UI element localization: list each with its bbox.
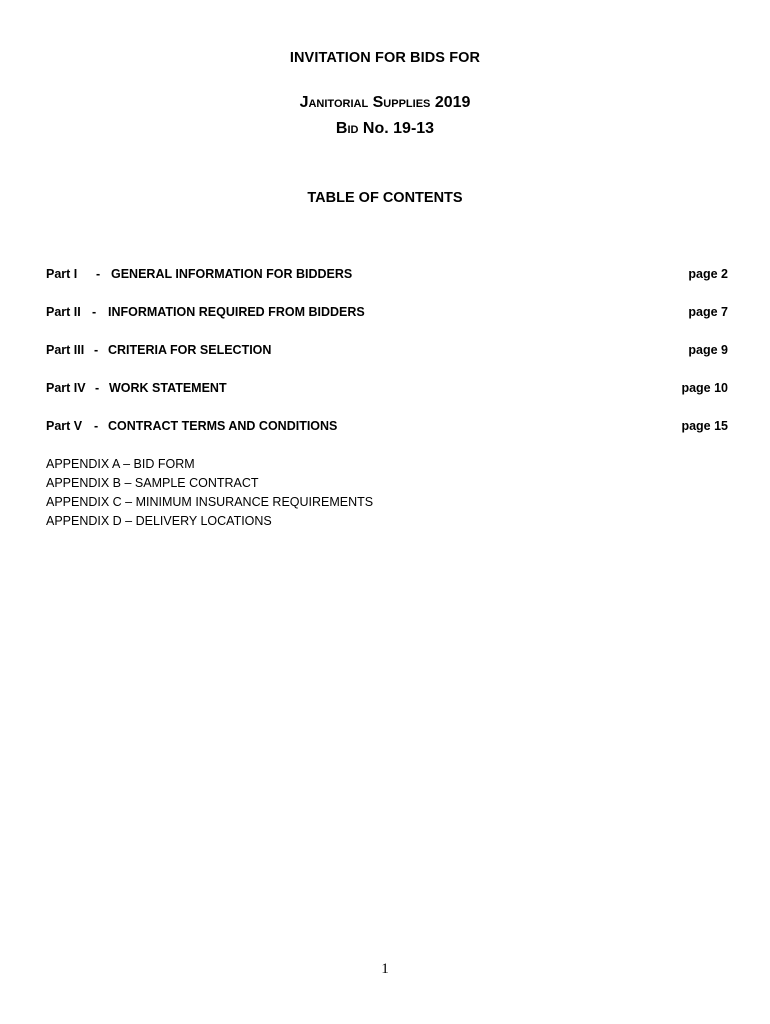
toc-page-ref: page 9	[688, 343, 728, 357]
bid-number	[0, 119, 770, 139]
project-title-part: J	[299, 94, 309, 111]
appendix-item[interactable]: APPENDIX A – BID FORM	[46, 457, 195, 471]
toc-page-ref: page 15	[681, 419, 728, 433]
toc-separator: -	[96, 267, 101, 281]
bid-number-part: id	[347, 120, 359, 137]
project-title-part: anitorial	[308, 94, 369, 111]
toc-entry-title: CONTRACT TERMS AND CONDITIONS	[108, 419, 338, 433]
toc-heading: TABLE OF CONTENTS	[307, 190, 463, 206]
document-title: INVITATION FOR BIDS FOR	[289, 50, 481, 66]
page-number: 1	[381, 961, 389, 977]
appendix-list	[46, 455, 546, 531]
toc-page-ref: page 2	[688, 267, 728, 281]
toc-page-ref: page 10	[681, 381, 728, 395]
toc-entry[interactable]	[46, 379, 728, 397]
toc-entry-title: WORK STATEMENT	[109, 381, 227, 395]
toc-entry[interactable]	[46, 265, 728, 283]
bid-number-part: No. 19-13	[358, 120, 435, 137]
appendix-item[interactable]: APPENDIX D – DELIVERY LOCATIONS	[46, 514, 272, 528]
toc-entry[interactable]	[46, 303, 728, 321]
project-title-part: S	[368, 94, 384, 111]
toc-entry[interactable]	[46, 417, 728, 435]
toc-separator: -	[95, 381, 100, 395]
project-title	[0, 93, 770, 113]
toc-separator: -	[92, 305, 97, 319]
toc-part-label: Part IV	[46, 381, 86, 395]
appendix-item[interactable]: APPENDIX B – SAMPLE CONTRACT	[46, 476, 259, 490]
project-title-part: upplies	[383, 94, 431, 111]
toc-part-label: Part I	[46, 267, 78, 281]
project-title-part: 2019	[430, 94, 471, 111]
toc-part-label: Part V	[46, 419, 83, 433]
toc-separator: -	[94, 419, 99, 433]
toc-page-ref: page 7	[688, 305, 728, 319]
toc-part-label: Part III	[46, 343, 85, 357]
toc-entry-title: CRITERIA FOR SELECTION	[108, 343, 272, 357]
appendix-item[interactable]: APPENDIX C – MINIMUM INSURANCE REQUIREMENTS	[46, 495, 374, 509]
toc-part-label: Part II	[46, 305, 81, 319]
toc-entry-title: INFORMATION REQUIRED FROM BIDDERS	[108, 305, 365, 319]
toc-separator: -	[94, 343, 99, 357]
toc-entry[interactable]	[46, 341, 728, 359]
toc-entry-title: GENERAL INFORMATION FOR BIDDERS	[111, 267, 353, 281]
bid-number-part: B	[335, 120, 348, 137]
